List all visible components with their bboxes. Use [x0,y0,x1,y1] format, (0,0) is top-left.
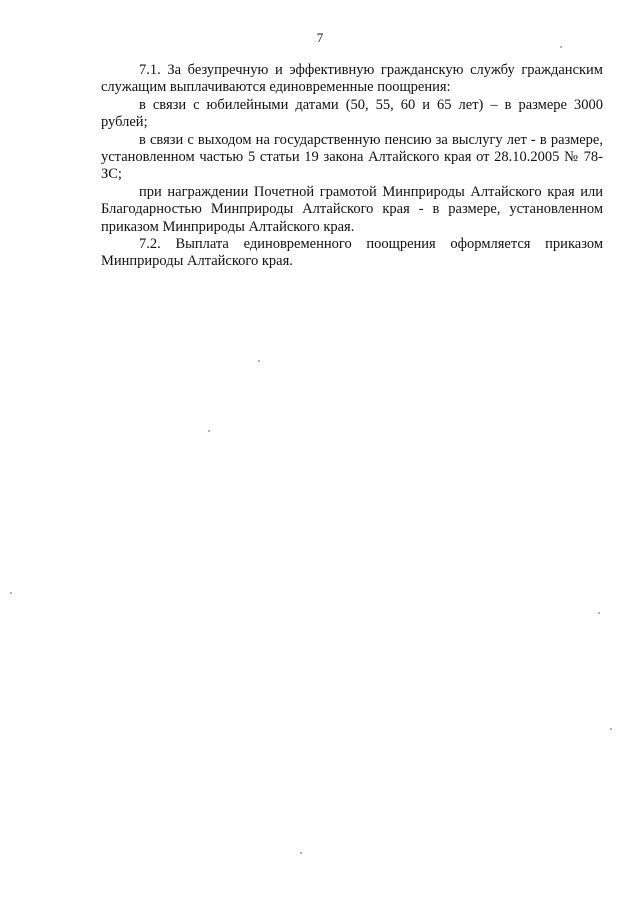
paragraph-jubilee-dates: в связи с юбилейными датами (50, 55, 60 и 65 лет) – в размере 3000 рублей; [101,96,603,131]
paragraph-award: при награждении Почетной грамотой Минприроды Алтайского края или Благодарностью Минприроды Алтайского края - в размере, установленном приказом Минприроды Алтайского края. [101,183,603,235]
scan-speck [300,852,302,854]
paragraph-7-2: 7.2. Выплата единовременного поощрения оформляется приказом Минприроды Алтайского края. [101,236,603,270]
page-number: 7 [316,30,324,45]
paragraph-pension: в связи с выходом на государственную пенсию за выслугу лет - в размере, установленном частью 5 статьи 19 закона Алтайского края от 28.10.2005 № 78-ЗС; [101,131,603,183]
scan-speck [560,46,562,48]
scan-speck [598,612,600,614]
paragraph-7-1: 7.1. За безупречную и эффективную гражданскую службу гражданским служащим выплачиваются единовременные поощрения: [101,62,603,96]
scan-speck [10,592,12,594]
scan-speck [610,728,612,730]
scan-speck [258,360,260,362]
scan-speck [208,430,210,432]
document-body [101,62,603,271]
